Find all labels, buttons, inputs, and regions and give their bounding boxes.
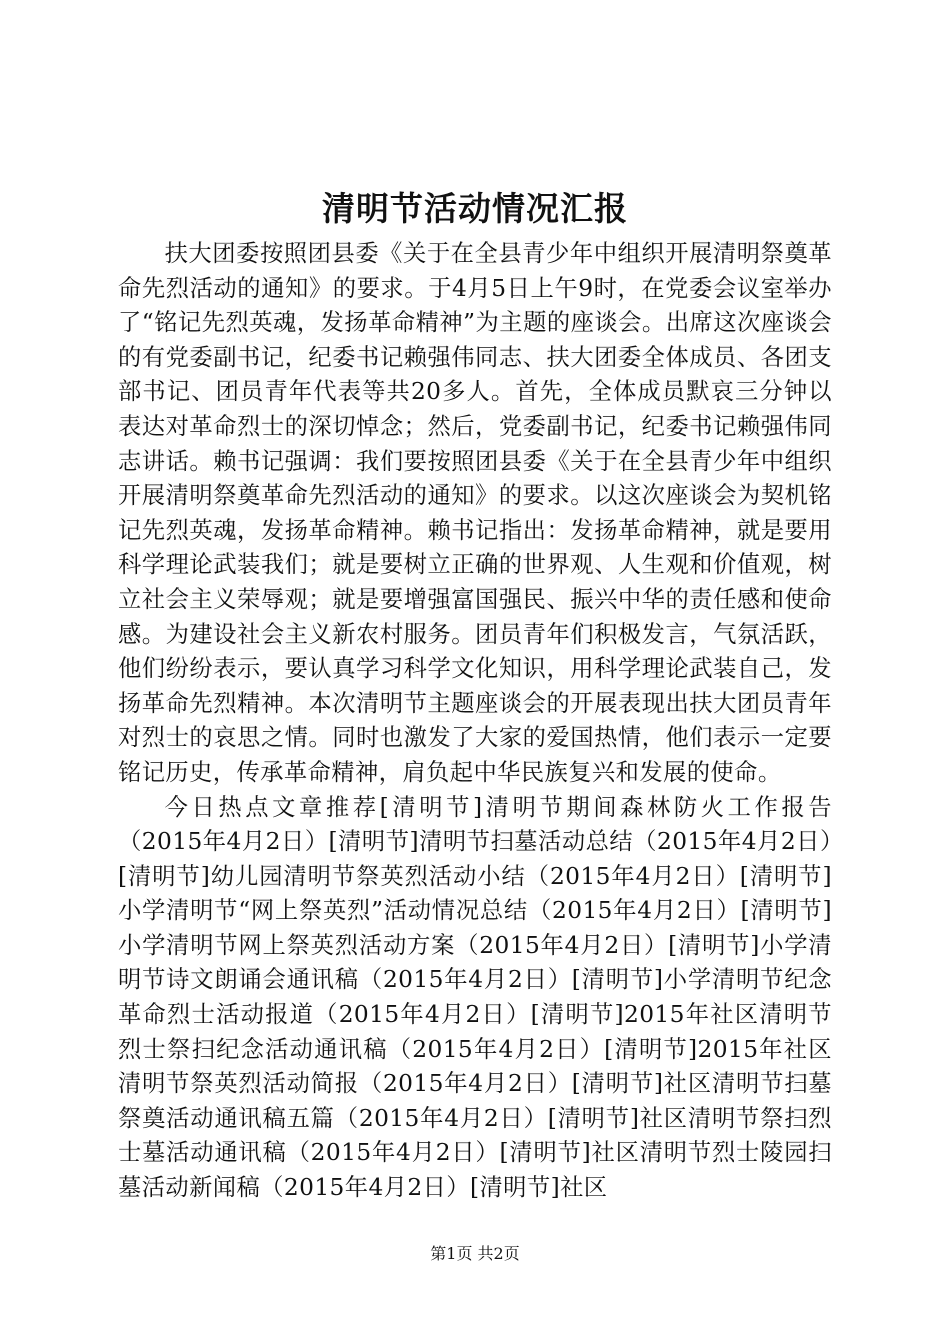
body-paragraph-report: 扶大团委按照团县委《关于在全县青少年中组织开展清明祭奠革命先烈活动的通知》的要求。于4月5日上午9时，在党委会议室举办了“铭记先烈英魂，发扬革命精神”为主题的座谈会。出席这次座谈会的有党委副书记，纪委书记赖强伟同志、扶大团委全体成员、各团支部书记、团员青年代表等共20多人。首先，全体成员默哀三分钟以表达对革命烈士的深切悼念；然后，党委副书记，纪委书记赖强伟同志讲话。赖书记强调：我们要按照团县委《关于在全县青少年中组织开展清明祭奠革命先烈活动的通知》的要求。以这次座谈会为契机铭记先烈英魂，发扬革命精神。赖书记指出：发扬革命精神，就是要用科学理论武装我们；就是要树立正确的世界观、人生观和价值观，树立社会主义荣辱观；就是要增强富国强民、振兴中华的责任感和使命感。为建设社会主义新农村服务。团员青年们积极发言，气氛活跃，他们纷纷表示，要认真学习科学文化知识，用科学理论武装自己，发扬革命先烈精神。本次清明节主题座谈会的开展表现出扶大团员青年对烈士的哀思之情。同时也激发了大家的爱国热情，他们表示一定要铭记历史，传承革命精神，肩负起中华民族复兴和发展的使命。 [118, 240, 832, 786]
document-title: 清明节活动情况汇报 [322, 189, 628, 228]
page-footer: 第1页 共2页 [430, 1244, 520, 1263]
document-body [118, 237, 832, 1206]
body-paragraph-recommended-articles: 今日热点文章推荐[清明节]清明节期间森林防火工作报告（2015年4月2日）[清明节]清明节扫墓活动总结（2015年4月2日）[清明节]幼儿园清明节祭英烈活动小结（2015年4月2日）[清明节]小学清明节“网上祭英烈”活动情况总结（2015年4月2日）[清明节]小学清明节网上祭英烈活动方案（2015年4月2日）[清明节]小学清明节诗文朗诵会通讯稿（2015年4月2日）[清明节]小学清明节纪念革命烈士活动报道（2015年4月2日）[清明节]2015年社区清明节烈士祭扫纪念活动通讯稿（2015年4月2日）[清明节]2015年社区清明节祭英烈活动简报（2015年4月2日）[清明节]社区清明节扫墓祭奠活动通讯稿五篇（2015年4月2日）[清明节]社区清明节祭扫烈士墓活动通讯稿（2015年4月2日）[清明节]社区清明节烈士陵园扫墓活动新闻稿（2015年4月2日）[清明节]社区 [118, 793, 832, 1202]
